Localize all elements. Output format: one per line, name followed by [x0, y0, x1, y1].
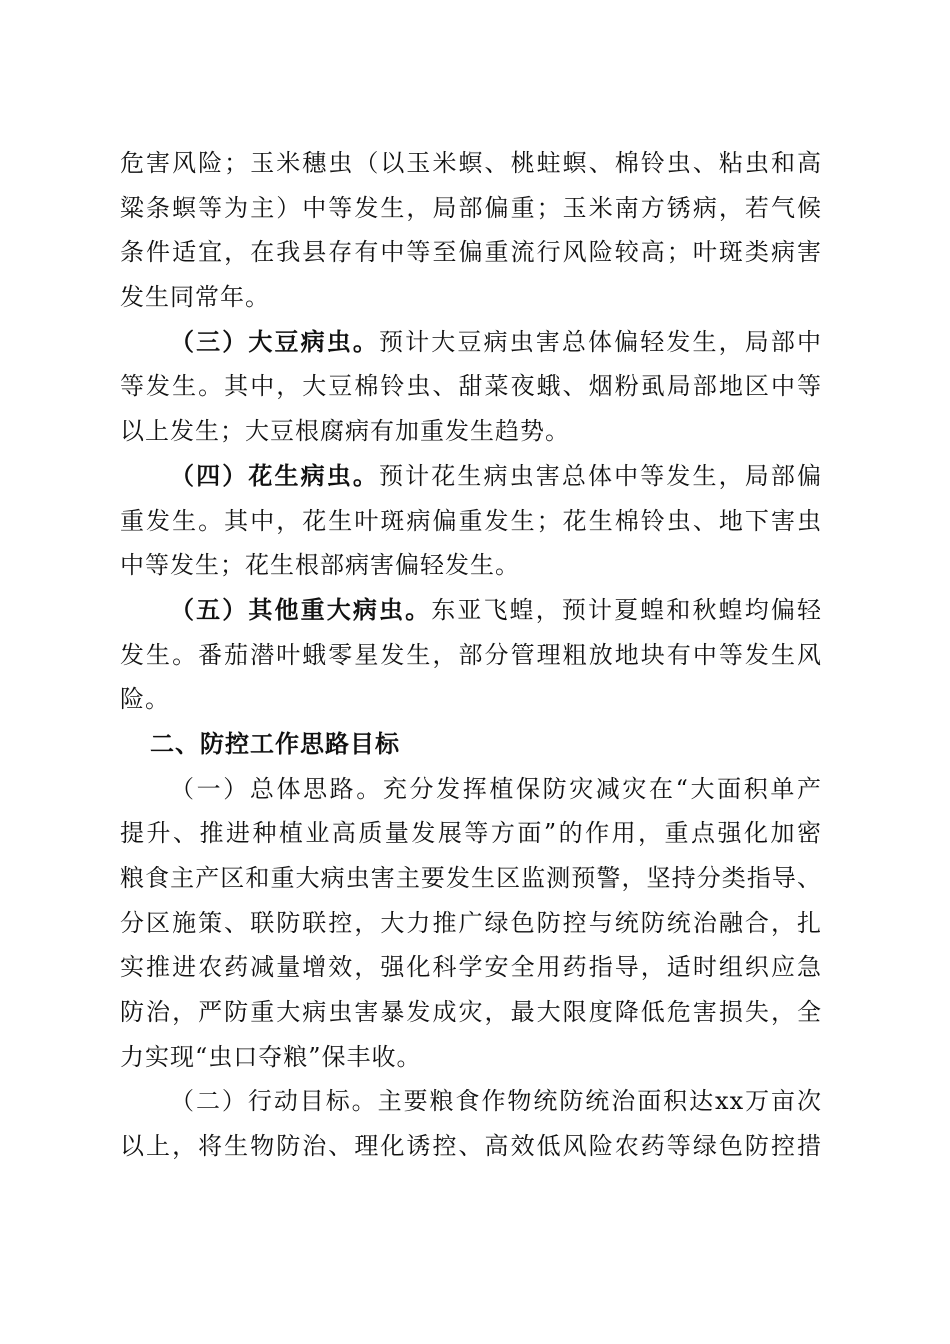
paragraph-line	[120, 633, 822, 678]
paragraph-text: 粱条螟等为主）中等发生，局部偏重；玉米南方锈病，若气候	[120, 193, 822, 222]
paragraph-line	[120, 141, 822, 186]
paragraph-text: 防治，严防重大病虫害暴发成灾，最大限度降低危害损失，全	[120, 998, 822, 1027]
paragraph-lead: （三）大豆病虫。	[170, 326, 379, 356]
paragraph-text: 东亚飞蝗，预计夏蝗和秋蝗均偏轻	[431, 595, 822, 624]
paragraph-text: 主要粮食作物统防统治面积达xx万亩次	[377, 1087, 822, 1116]
paragraph-line	[120, 275, 822, 320]
paragraph-line	[120, 320, 822, 365]
paragraph-text: 等发生。其中，大豆棉铃虫、甜菜夜蛾、烟粉虱局部地区中等	[120, 372, 822, 401]
paragraph-line	[120, 811, 822, 856]
paragraph-line	[120, 1079, 822, 1124]
paragraph-line	[120, 230, 822, 275]
paragraph-line	[120, 677, 822, 722]
paragraph-text: 力实现“虫口夺粮”保丰收。	[120, 1042, 422, 1071]
paragraph-text: 中等发生；花生根部病害偏轻发生。	[120, 551, 520, 580]
document-page	[120, 141, 822, 1169]
paragraph-line	[120, 945, 822, 990]
paragraph-text: 预计花生病虫害总体中等发生，局部偏	[379, 461, 822, 490]
paragraph-lead: （五）其他重大病虫。	[170, 594, 432, 624]
paragraph-text: 提升、推进种植业高质量发展等方面”的作用，重点强化加密	[120, 819, 822, 848]
paragraph-line	[120, 543, 822, 588]
paragraph-line	[120, 588, 822, 633]
paragraph-line	[120, 1124, 822, 1169]
paragraph-text: 粮食主产区和重大病虫害主要发生区监测预警，坚持分类指导、	[120, 864, 822, 892]
section-heading: 二、防控工作思路目标	[150, 729, 400, 758]
paragraph-text: 分区施策、联防联控，大力推广绿色防控与统防统治融合，扎	[120, 908, 822, 937]
paragraph-text: 重发生。其中，花生叶斑病偏重发生；花生棉铃虫、地下害虫	[120, 506, 822, 535]
paragraph-line	[120, 409, 822, 454]
paragraph-text: 以上发生；大豆根腐病有加重发生趋势。	[120, 417, 570, 446]
paragraph-text: 实推进农药减量增效，强化科学安全用药指导，适时组织应急	[120, 953, 822, 982]
paragraph-line	[120, 186, 822, 231]
paragraph-lead: （二）行动目标。	[170, 1087, 378, 1116]
paragraph-text: 发生。番茄潜叶蛾零星发生，部分管理粗放地块有中等发生风	[120, 640, 822, 669]
paragraph-text: 险。	[120, 685, 170, 714]
paragraph-line	[120, 901, 822, 946]
paragraph-line	[120, 499, 822, 544]
paragraph-text: 以上，将生物防治、理化诱控、高效低风险农药等绿色防控措	[120, 1132, 822, 1161]
paragraph-line	[120, 1035, 822, 1080]
paragraph-line	[120, 767, 822, 812]
paragraph-text: 充分发挥植保防灾减灾在“大面积单产	[382, 774, 822, 803]
paragraph-line	[120, 364, 822, 409]
paragraph-text: 条件适宜，在我县存有中等至偏重流行风险较高；叶斑类病害	[120, 238, 822, 267]
paragraph-line	[120, 856, 822, 901]
paragraph-line	[120, 454, 822, 499]
paragraph-lead: （四）花生病虫。	[170, 460, 379, 490]
paragraph-text: 发生同常年。	[120, 283, 270, 312]
paragraph-text: 危害风险；玉米穗虫（以玉米螟、桃蛀螟、棉铃虫、粘虫和高	[120, 149, 822, 177]
paragraph-line	[120, 990, 822, 1035]
paragraph-text: 预计大豆病虫害总体偏轻发生，局部中	[379, 327, 822, 356]
paragraph-lead: （一）总体思路。	[170, 774, 383, 803]
